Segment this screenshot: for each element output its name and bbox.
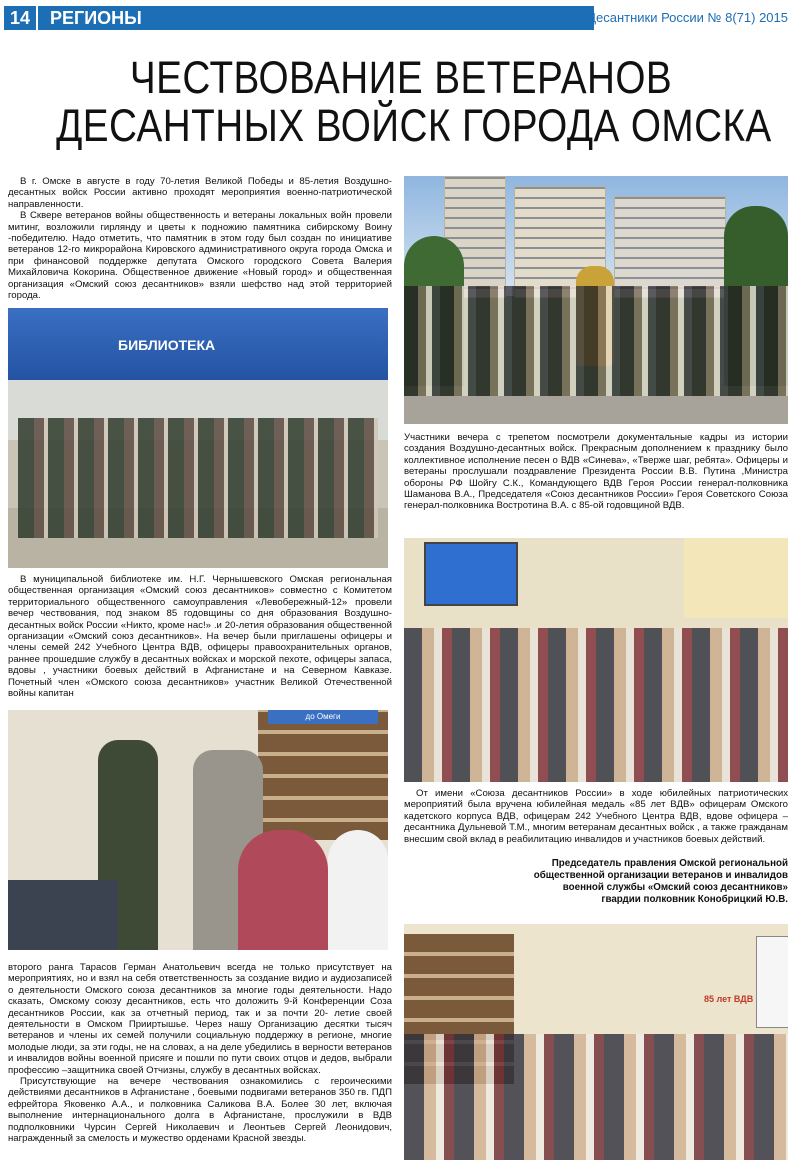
author-signature: Председатель правления Омской региональной общественной организации ветеранов и инвалидов военной службы «Омский союз десантников» гвардии полковник Конобрицкий Ю.В. <box>533 858 788 905</box>
page-number: 14 <box>4 6 36 30</box>
library-text: В муниципальной библиотеке им. Н.Г. Чернышевского Омская региональная общественная организация «Омский союз десантников» совместно с Комитетом территориального общественного самоуправления «Левобережный-12» провели вечер чествования, под знаком 85 годовщины со дня образования Воздушно-десантных войск России «Никто, кроме нас!» .и 20-летия образования общественной организации «Омский союз десантников». На вечер были приглашены офицеры и члены семей 242 Учебного Центра ВДВ, офицеры правоохранительных органов, раннее прошедшие службу в десантных войсках и морской пехоте, офицеры запаса, вдовы , участники боевых действий в Афганистане и на Северном Кавказе. Почетный член «Омского союза десантников» участник Великой Отечественной войны капитан <box>8 574 392 700</box>
section-title: РЕГИОНЫ <box>50 8 142 28</box>
medal-text: От имени «Союза десантников России» в ходе юбилейных патриотических мероприятий была вручена юбилейная медаль «85 лет ВДВ» офицерам Омского кадетского корпуса ВДВ, офицерам 242 Учебного Центра ВДВ, вдове офицера –десантника Дульневой Т.М., многим ветеранам десантных войск , а также гражданам внесшим свой вклад в реабилитацию инвалидов и участников боевых действий. <box>404 788 788 845</box>
headline-line-1: ЧЕСТВОВАНИЕ ВЕТЕРАНОВ <box>129 52 673 103</box>
photo-event-performance <box>404 924 788 1160</box>
issue-info: Десантники России № 8(71) 2015 <box>587 10 788 25</box>
article-headline <box>0 54 802 150</box>
photo-award-ceremony <box>8 710 388 950</box>
photo-banquet-hall <box>404 538 788 782</box>
photo-monument-group <box>404 176 788 424</box>
intro-text: В г. Омске в августе в году 70-летия Великой Победы и 85-летия Воздушно-десантных войск России активно проходят мероприятия военно-патриотической направленности. В Сквере ветеранов войны общественность и ветераны локальных войн провели митинг, возложили гирлянду и цветы к подножию памятника сибирскому Воину -победителю. Надо отметить, что памятник в этом году был создан по инициативе ветеранов 12-го микрорайона Кировского административного округа города Омска и при финансовой поддержке депутата Омского городского Совета Валерия Михайловича Кокорина. Общественное движение «Новый город» и общественная организация «Омский союз десантников» взяли шефство над этой территорией города. <box>8 176 392 302</box>
page-header <box>0 0 802 34</box>
continuation-text: второго ранга Тарасов Герман Анатольевич всегда не только присутствует на мероприятиях, но и взял на себя ответственность за создание видио и аудиозаписей о деятельности Омского союза десантников за многие годы деятельности. Надо сказать, Омскому союзу десантников, есть что доложить 9-й Конференции Соза десантников России, как за отчетный период, так и за почти 20- летие своей деятельности в Омском Прииртышье. Через нашу Организацию десятки тысяч ветеранов и члены их семей получили социальную поддержку в регионе, многие молодые люди, за эти годы, не на словах, а на деле убедились в верности ветеранов и инвалидов войны военной присяге и пошли по пути своих отцов и дедов, выбрали профессию –защитника своей Отчизны, службу в десантных войсках. Присутствующие на вечере чествования ознакомились с героическими действиями десантников в Афганистане , боевыми подвигами ветеранов 350 гв. ПДП ефрейтора Яковенко А.А., и полковника Саликова В.А. Более 30 лет, включая выполнение интернационального долга в Афганистане, прослужили в ВДВ подполковники Чурсин Сергей Николаевич и Леонтьев Сергей Леонидович, награжденный за смелость и мужество орденами Красной звезды. <box>8 962 392 1145</box>
library-sign: БИБЛИОТЕКА <box>118 337 216 353</box>
ceremony-sign: до Омеги <box>268 710 378 724</box>
event-banner: 85 лет ВДВ <box>704 994 754 1004</box>
photo-library-group <box>8 308 388 568</box>
section-bar <box>38 6 594 30</box>
film-text: Участники вечера с трепетом посмотрели документальные кадры из истории создания Воздушно-десантных войск. Прекрасным дополнением к празднику было коллективное исполнение песен о ВДВ «Синева», «Тверже шаг, ребята». Офицеры и ветераны прослушали поздравление Президента России В.В. Путина ,Министра обороны РФ Шойгу С.К., Командующего ВДВ Героя России генерал-полковника Шаманова В.А., Председателя «Союз десантников России» Героя Советского Союза генерал-полковника Востротина В.А. с 85-ой годовщиной ВДВ. <box>404 432 788 512</box>
headline-line-2: ДЕСАНТНЫХ ВОЙСК ГОРОДА ОМСКА <box>56 100 772 151</box>
